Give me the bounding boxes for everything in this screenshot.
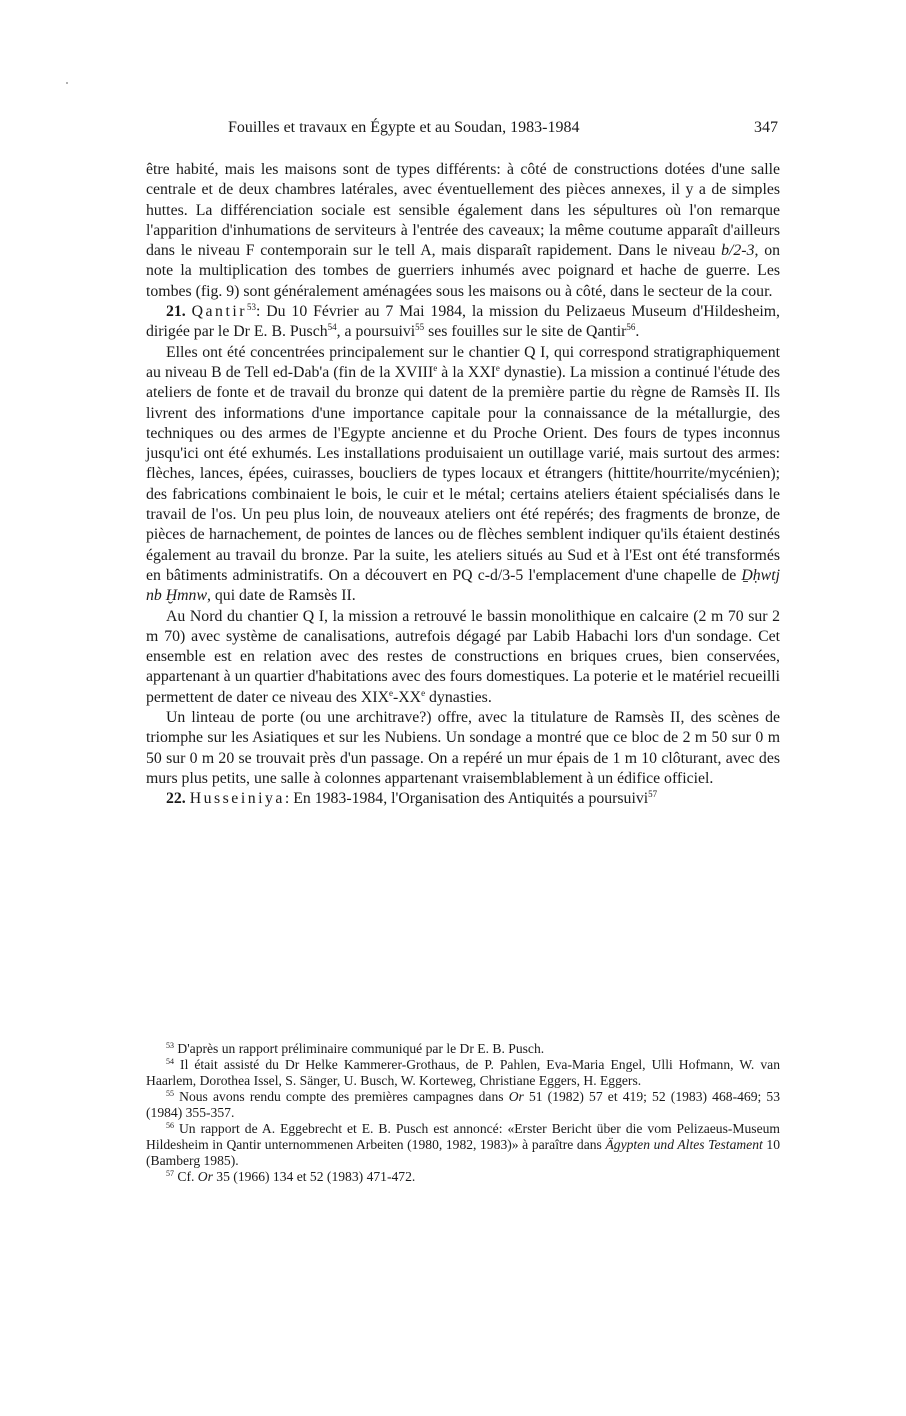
text-run: : Du 10 Février au 7 Mai 1984, la mission du Pelizaeus Museum d'Hildesheim, dirigée par le Dr E. B. Pusch [146,303,780,341]
ordinal-sup: e [433,362,438,373]
text-run: -XX [393,688,422,706]
footnote-mark: 57 [166,1169,174,1178]
ordinal-sup: e [421,687,426,698]
text-run: dynastie). La mission a continué l'étude des ateliers de fonte et de travail du bronze qui datent de la première partie du règne de Ramsès II. Ils livrent des informations d'une importance capitale pour la connaissance de la métallurgie, des techniques ou des armes de l'Egypte ancienne et du Proche Orient. Des fours de types inconnus jusqu'ici ont été exhumés. Les installations produisaient un outillage varié, mais surtout des armes: flèches, lances, épées, cuirasses, boucliers de types locaux et étrangers (hittite/hourrite/mycénien); des fabrications combinaient le bois, le cuir et le métal; certains ateliers étaient spécialisés dans le travail de l'os. Un peu plus loin, de nouveaux ateliers ont été repérés; des fragments de bronze, de pièces de harnachement, de pointes de lances ou de flèches semblent indiquer qu'ils étaient destinés également au travail du bronze. Par la suite, les ateliers situés au Sud et à l'Est ont été transformés en bâtiments administratifs. On a découvert en PQ c-d/3-5 l'emplacement d'une chapelle de [146,363,780,584]
text-run: . [635,323,640,341]
section-number: 22. [166,790,186,808]
body-text [146,160,780,810]
paragraph-basin [146,607,780,708]
text-run: à la XXI [437,363,496,381]
text-run: ses fouilles sur le site de Qantir [424,323,627,341]
paragraph-workshops [146,343,780,607]
footnote-57 [146,1169,780,1185]
footnote-text: 51 (1982) 57 et 419; 52 (1983) 468-469; 53 (1984) 355-357. [146,1089,780,1120]
footnote-ref: 57 [648,789,658,800]
section-21-paragraph [146,302,780,343]
scan-speck [66,82,68,84]
footnote-ref: 53 [246,302,256,313]
text-run: Au Nord du chantier Q I, la mission a retrouvé le bassin monolithique en calcaire (2 m 70 sur 2 m 70) avec système de canalisations, autrefois dégagé par Labib Habachi lors d'un sondage. Cet ensemble est en relation avec des restes de constructions en briques crues, bien conservées, appartenant à un quartier d'habitations avec des fours domestiques. La poterie et le matériel recueilli permettent de dater ce niveau des XIX [146,607,780,706]
paragraph-continuation [146,160,780,302]
footnote-text: Cf. [174,1169,198,1184]
text-run: Elles ont été concentrées principalement sur le chantier Q I, qui correspond stratigraphiquement au niveau B de Tell ed-Dab'a (fin de la XVIII [146,343,780,381]
journal-title: Ägypten und Altes Testament [605,1137,763,1152]
footnote-text: 35 (1966) 134 et 52 (1983) 471-472. [212,1169,416,1184]
footnote-text: D'après un rapport préliminaire communiqué par le Dr E. B. Pusch. [174,1041,545,1056]
journal-abbrev: Or [197,1169,213,1184]
footnote-mark: 53 [166,1041,174,1050]
page-number: 347 [754,119,778,136]
footnotes [146,1041,780,1185]
site-name: Qantir [191,303,247,321]
footnote-54 [146,1057,780,1089]
ordinal-sup: e [495,362,500,373]
running-title: Fouilles et travaux en Égypte et au Soudan, 1983-1984 [228,119,580,136]
italic-run: b/2-3 [721,242,755,260]
text-run: , qui date de Ramsès II. [207,587,356,605]
footnote-text: 10 (Bamberg 1985). [146,1137,780,1168]
footnote-ref: 54 [327,322,337,333]
footnote-55 [146,1089,780,1121]
paragraph-lintel [146,708,780,789]
text-run: , on note la multiplication des tombes de guerriers inhumés avec poignard et hache de guerre. Les tombes (fig. 9) sont généralement aménagées sous les maisons ou à côté, dans le secteur de la cour. [146,242,780,300]
footnote-mark: 55 [166,1089,174,1098]
ordinal-sup: e [389,687,393,698]
text-run: être habité, mais les maisons sont de types différents: à côté de constructions dotées d'une salle centrale et de deux chambres latérales, avec éventuellement des pièces annexes, il y a de simples huttes. La différenciation sociale est sensible également dans les sépultures où l'on remarque l'apparition d'inhumations de serviteurs à l'entrée des caveaux; la même coutume apparaît d'ailleurs dans le niveau F contemporain sur le tell A, mais disparaît rapidement. Dans le niveau [146,161,780,260]
italic-run: Ḏḥwtj nb Ḫmnw [146,566,780,605]
text-run: , a poursuivi [336,323,416,341]
footnote-mark: 54 [166,1057,174,1066]
footnote-text: Un rapport de A. Eggebrecht et E. B. Pusch est annoncé: «Erster Bericht über die vom Pelizaeus-Museum Hildesheim in Qantir unternommenen Arbeiten (1980, 1982, 1983)» à paraître dans [146,1121,780,1152]
section-22-paragraph [146,789,780,809]
footnote-ref: 55 [415,322,425,333]
text-run: : En 1983-1984, l'Organisation des Antiquités a poursuivi [284,790,649,808]
footnote-56 [146,1121,780,1169]
footnote-text: Nous avons rendu compte des premières campagnes dans [174,1089,509,1104]
footnote-text: Il était assisté du Dr Helke Kammerer-Grothaus, de P. Pahlen, Eva-Maria Engel, Ulli Hofmann, W. van Haarlem, Dorothea Issel, S. Sänger, U. Busch, W. Korteweg, Christiane Eggers, H. Eggers. [146,1057,780,1088]
text-run: dynasties. [425,688,492,706]
site-name: Husseiniya [189,790,285,808]
footnote-mark: 56 [166,1121,174,1130]
journal-abbrev: Or [508,1089,524,1104]
section-number: 21. [166,303,186,321]
footnote-ref: 56 [626,322,636,333]
running-header [228,117,778,139]
footnote-53 [146,1041,780,1057]
text-run: Un linteau de porte (ou une architrave?) offre, avec la titulature de Ramsès II, des scènes de triomphe sur les Asiatiques et sur les Nubiens. Un sondage a montré que ce bloc de 2 m 50 sur 0 m 50 sur 0 m 20 se trouvait près d'un passage. On a repéré un mur épais de 1 m 10 clôturant, avec des murs plus petits, une salle à colonnes appartenant vraisemblablement à un édifice officiel. [146,709,780,787]
